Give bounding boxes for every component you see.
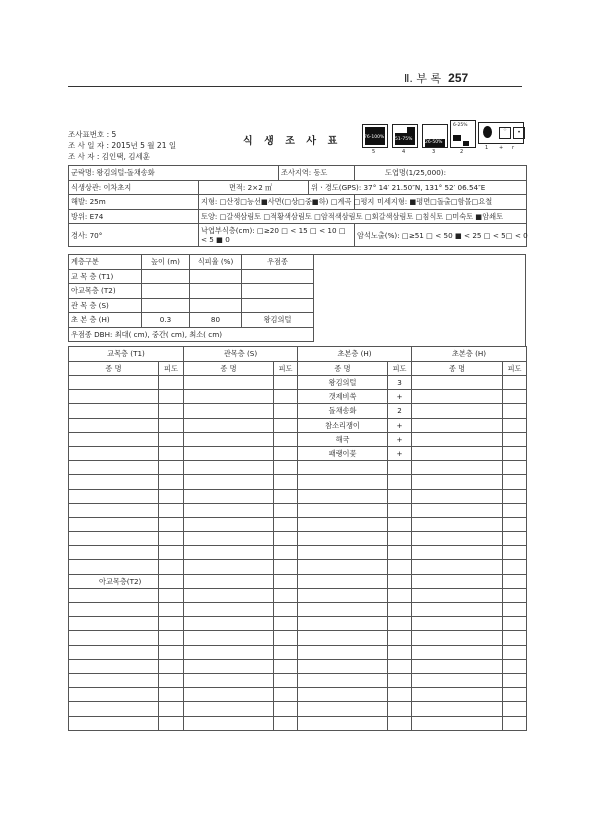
herb-species-name: 해국 <box>298 432 388 446</box>
col-cover: 피도 <box>274 361 298 376</box>
herb-species-name: 패랭이꽃 <box>298 446 388 460</box>
site-info-table <box>68 165 527 247</box>
surveyor: 조 사 자 : 김인택, 김세훈 <box>68 152 151 161</box>
cover-box-1-plus-r: ⁘ • <box>478 122 524 144</box>
height-header: 높이 (m) <box>142 255 190 270</box>
table-row <box>69 645 527 659</box>
table-row <box>69 532 527 546</box>
herb-species-cover: + <box>388 446 412 460</box>
herb-species-cover: + <box>388 432 412 446</box>
table-row <box>69 688 527 702</box>
layer-table-blank-area <box>313 254 526 346</box>
survey-date: 조 사 일 자 : 2015년 5 월 21 일 <box>68 141 177 150</box>
cover-box-3: 26-50% <box>422 124 448 148</box>
table-row <box>69 461 527 475</box>
herb-species-cover: 2 <box>388 404 412 418</box>
col-species: 종 명 <box>412 361 503 376</box>
group-header-t1: 교목층 (T1) <box>69 347 184 362</box>
table-row <box>69 603 527 617</box>
col-cover: 피도 <box>388 361 412 376</box>
gps-coordinates: 위ㆍ경도(GPS): 37° 14′ 21.50″N, 131° 52′ 06.54″E <box>309 180 527 195</box>
form-title: 식 생 조 사 표 <box>243 136 342 147</box>
header-rule <box>68 86 522 87</box>
layer-row: 초 본 층 (H) 0.3 80 왕김의털 <box>69 313 314 328</box>
plot-area: 면적: 2×2 ㎡ <box>199 180 309 195</box>
group-header-h: 초본층 (H) <box>298 347 412 362</box>
herb-species-cover: + <box>388 418 412 432</box>
table-row <box>69 702 527 716</box>
cover-box-4: 51-75% <box>392 124 418 148</box>
micro-terrain: 미세지형: ■평면□돌출□함몰□요철 <box>355 195 527 210</box>
species-table <box>68 346 527 731</box>
table-row <box>69 446 527 460</box>
table-row <box>69 716 527 730</box>
aspect: 방위: E74 <box>69 209 199 224</box>
altitude: 해발: 25m <box>69 195 199 210</box>
survey-region: 조사지역: 동도 <box>279 166 355 181</box>
group-header-h2: 초본층 (H) <box>412 347 527 362</box>
table-row <box>69 574 527 588</box>
dbh-note: 우점종 DBH: 최대( cm), 중간( cm), 최소( cm) <box>69 327 314 342</box>
table-row <box>69 475 527 489</box>
col-species: 종 명 <box>184 361 274 376</box>
table-row <box>69 560 527 574</box>
dominant-header: 우점종 <box>242 255 314 270</box>
table-row <box>69 617 527 631</box>
table-row <box>69 432 527 446</box>
layer-row: 아교목층 (T2) <box>69 284 314 299</box>
table-row <box>69 390 527 404</box>
survey-number: 조사표번호 : 5 <box>68 130 117 139</box>
table-row <box>69 404 527 418</box>
herb-species-cover: 3 <box>388 376 412 390</box>
group-header-s: 관목층 (S) <box>184 347 298 362</box>
col-species: 종 명 <box>69 361 159 376</box>
table-row <box>69 503 527 517</box>
physiognomy: 식생상관: 이차초지 <box>69 180 199 195</box>
terrain: 지형: □산정□능선■사면(□상□중■하) □계곡 □평지 <box>199 195 355 210</box>
table-row <box>69 588 527 602</box>
cover-box-2: 6-25% <box>450 120 476 148</box>
layer-row: 교 목 층 (T1) <box>69 269 314 284</box>
layer-table <box>68 254 314 342</box>
map-sheet: 도엽명(1/25,000): <box>355 166 527 181</box>
table-row <box>69 673 527 687</box>
col-cover: 피도 <box>159 361 184 376</box>
table-row <box>69 631 527 645</box>
page-number: 257 <box>448 71 469 85</box>
herb-species-name: 왕김의털 <box>298 376 388 390</box>
herb-species-name: 돌채송화 <box>298 404 388 418</box>
cover-header: 식피율 (%) <box>190 255 242 270</box>
table-row <box>69 546 527 560</box>
community-name: 군락명: 왕김의털-돌채송화 <box>69 166 279 181</box>
herb-species-name: 갯제비쑥 <box>298 390 388 404</box>
layer-header: 계층구분 <box>69 255 142 270</box>
soil-type: 토양: □갈색삼림토 □적황색삼림토 □암적색삼림토 □회갈색삼림토 □침식토 □미숙토 ■암쇄토 <box>199 209 527 224</box>
col-cover: 피도 <box>503 361 527 376</box>
table-row <box>69 517 527 531</box>
cover-box-5: 76-100% <box>362 124 388 148</box>
table-row <box>69 489 527 503</box>
col-species: 종 명 <box>298 361 388 376</box>
t2-section-label: 아교목층(T2) <box>69 574 159 588</box>
table-row <box>69 418 527 432</box>
table-row <box>69 659 527 673</box>
rock-exposure: 암석노출(%): □≥51 □ < 50 ■ < 25 □ < 5□ < 0 <box>355 224 527 247</box>
litter-layer: 낙엽부식층(cm): □≥20 □ < 15 □ < 10 □ < 5 ■ 0 <box>199 224 355 247</box>
layer-row: 관 목 층 (S) <box>69 298 314 313</box>
slope: 경사: 70° <box>69 224 199 247</box>
section-label: Ⅱ. 부 록 <box>404 72 442 85</box>
page-header <box>404 70 468 86</box>
herb-species-name: 참소리쟁이 <box>298 418 388 432</box>
table-row <box>69 376 527 390</box>
cover-scale-legend: 76-100% 51-75% 26-50% 6-25% ⁘ • 5 4 3 2 1 + r <box>362 120 526 156</box>
herb-species-cover: + <box>388 390 412 404</box>
